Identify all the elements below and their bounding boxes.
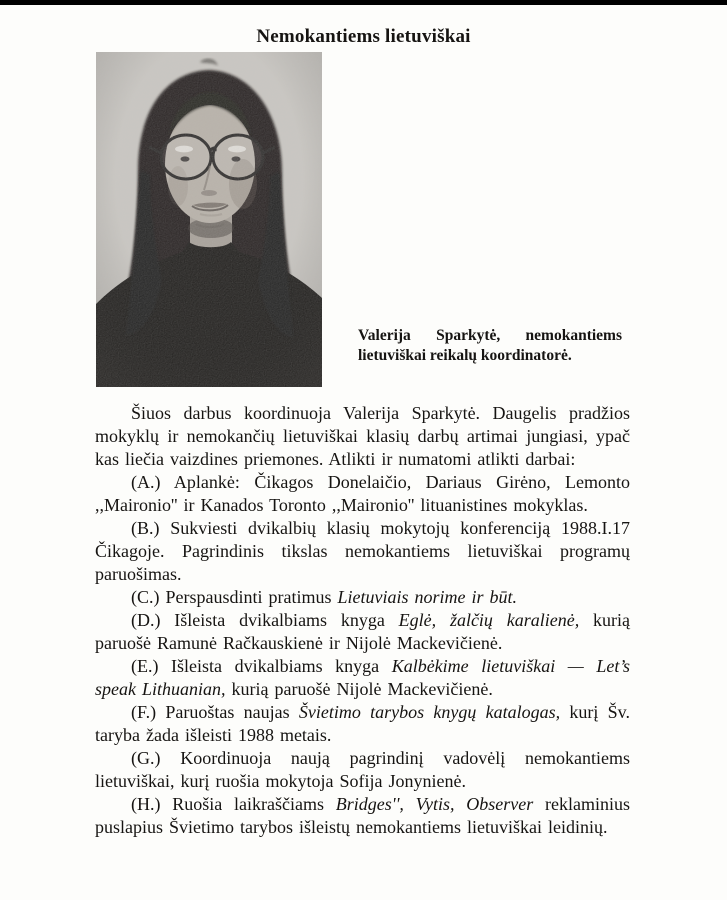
paragraph: (D.) Išleista dvikalbiams knyga Eglė, žalčių karalienė, kurią paruošė Ramunė Račkauskienė ir Nijolė Mackevičienė. (95, 610, 631, 653)
photo-caption: Valerija Sparkytė, nemokantiems lietuviškai reikalų koordinatorė. (358, 327, 622, 364)
paragraph: (H.) Ruošia laikraščiams Bridges'', Vytis, Observer reklaminius puslapius Švietimo tarybos išleistų nemokantiems lietuviškai leidinių. (95, 794, 631, 837)
portrait-photo (96, 52, 322, 387)
page-title: Nemokantiems lietuviškai (256, 25, 471, 47)
body-text (95, 402, 630, 839)
scan-edge-bar (0, 0, 727, 5)
paragraph: (G.) Koordinuoja naują pagrindinį vadovėlį nemokantiems lietuviškai, kurį ruošia mokytoja Sofija Jonynienė. (95, 748, 630, 791)
portrait-photo-illustration (96, 52, 322, 387)
paragraph: (C.) Perspausdinti pratimus Lietuviais norime ir būt. (131, 587, 517, 607)
paragraph: (E.) Išleista dvikalbiams knyga Kalbėkime lietuviškai — Let’s speak Lithuanian, kurią paruošė Nijolė Mackevičienė. (95, 656, 630, 699)
paragraph: (A.) Aplankė: Čikagos Donelaičio, Dariaus Girėno, Lemonto ,,Maironio'' ir Kanados Toronto ,,Maironio'' lituanistines mokyklas. (95, 472, 630, 515)
paragraph: Šiuos darbus koordinuoja Valerija Sparkytė. Daugelis pradžios mokyklų ir nemokančių lietuviškai klasių darbų artimai jungiasi, ypač kas liečia vaizdines priemones. Atlikti ir numatomi atlikti darbai: (95, 403, 630, 469)
paragraph: (F.) Paruoštas naujas Švietimo tarybos knygų katalogas, kurį Šv. taryba žada išleisti 1988 metais. (95, 702, 630, 745)
paragraph: (B.) Sukviesti dvikalbių klasių mokytojų konferenciją 1988.I.17 Čikagoje. Pagrindinis tikslas nemokantiems lietuviškai programų paruošimas. (95, 518, 630, 584)
